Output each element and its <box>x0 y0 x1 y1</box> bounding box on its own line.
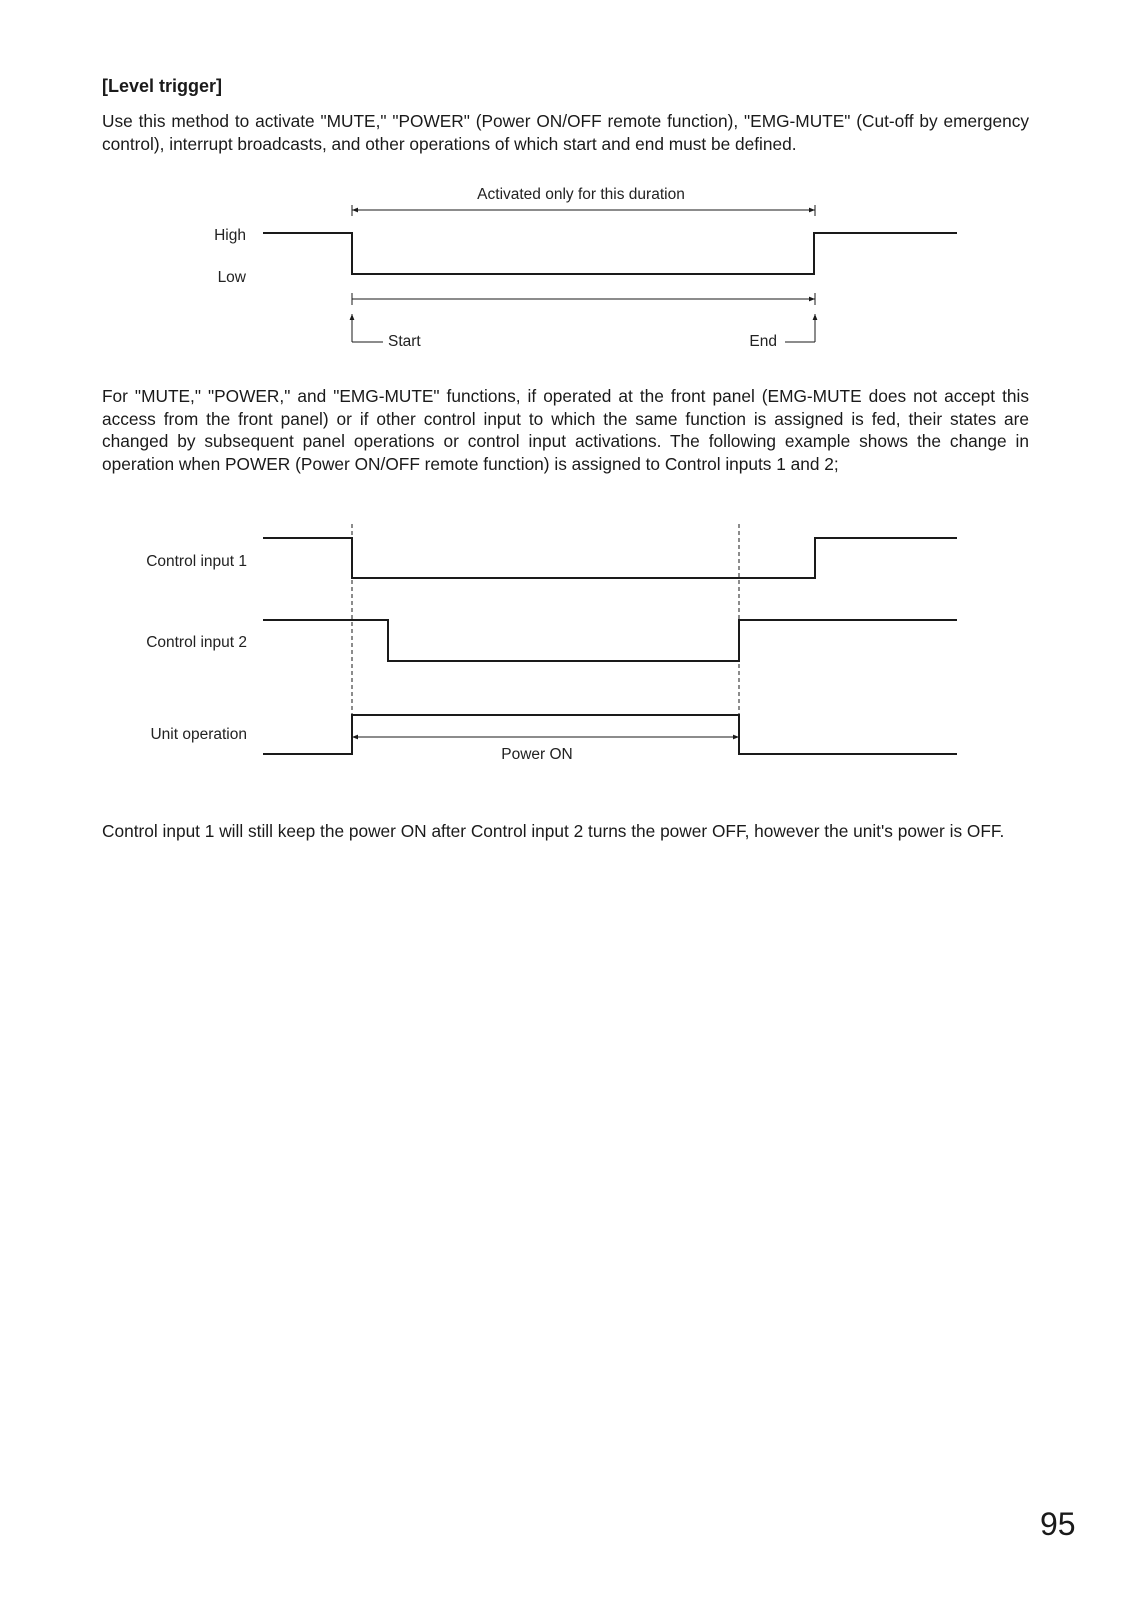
conclusion-paragraph: Control input 1 will still keep the power ON after Control input 2 turns the power OFF, however the unit's power is OFF. <box>102 821 1005 841</box>
control-input-2-label: Control input 2 <box>146 634 247 651</box>
control-input-2-waveform <box>263 620 957 661</box>
high-label: High <box>214 227 246 244</box>
start-label: Start <box>388 333 421 350</box>
detail-paragraph: For "MUTE," "POWER," and "EMG-MUTE" functions, if operated at the front panel (EMG-MUTE does not accept this access from the front panel) or if other control input to which the same function is assigned is fed, their states are changed by subsequent panel operations or control input activations. The following example shows the change in operation when POWER (Power ON/OFF remote function) is assigned to Control inputs 1 and 2; <box>102 386 1029 474</box>
control-inputs-diagram <box>0 520 1131 770</box>
control-input-1-label: Control input 1 <box>146 553 247 570</box>
level-signal-waveform <box>263 233 957 274</box>
end-label: End <box>749 333 777 350</box>
duration-label: Activated only for this duration <box>477 186 685 203</box>
section-heading: [Level trigger] <box>102 76 223 96</box>
power-on-label: Power ON <box>501 746 573 763</box>
unit-operation-waveform <box>263 715 957 754</box>
unit-operation-label: Unit operation <box>150 726 247 743</box>
intro-paragraph: Use this method to activate "MUTE," "POWER" (Power ON/OFF remote function), "EMG-MUTE" (Cut-off by emergency control), interrupt broadcasts, and other operations of which start and end must be defined. <box>102 111 1029 154</box>
control-input-1-waveform <box>263 538 957 578</box>
page-number: 95 <box>1040 1506 1076 1542</box>
level-trigger-diagram <box>0 180 1131 360</box>
low-label: Low <box>217 269 246 286</box>
